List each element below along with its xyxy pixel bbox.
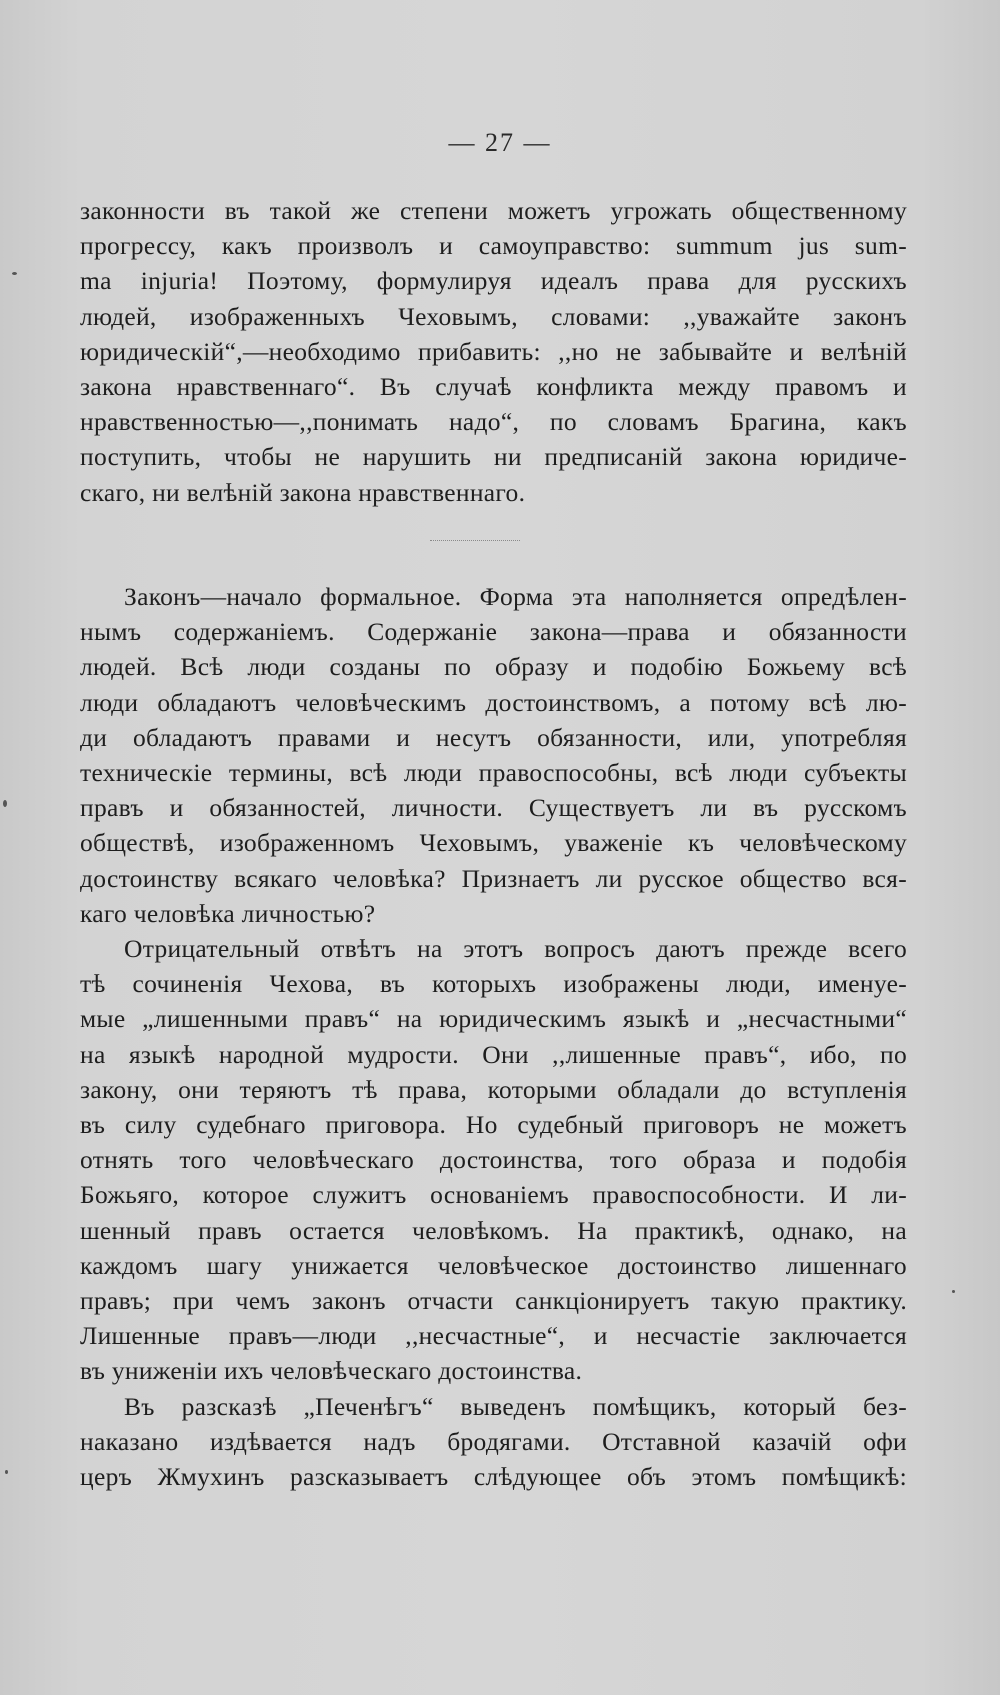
text-line: скаго, ни велѣній закона нравственнаго. xyxy=(80,477,526,507)
text-line: обществѣ, изображенномъ Чеховымъ, уваженіе къ человѣческому xyxy=(80,828,907,858)
text-line: наказано издѣвается надъ бродягами. Отставной казачій офи xyxy=(80,1426,907,1456)
text-line: Законъ—начало формальное. Форма эта наполняется опредѣлен- xyxy=(124,582,907,611)
text-line: поступить, чтобы не нарушить ни предписаній закона юридиче- xyxy=(80,442,907,472)
text-line: Божьяго, которое служитъ основаніемъ правоспособности. И ли- xyxy=(80,1180,907,1210)
scan-speck xyxy=(952,1290,955,1293)
text-line: нравственностью—,,понимать надо“, по словамъ Брагина, какъ xyxy=(80,407,907,437)
scan-speck xyxy=(3,800,7,807)
paragraph-3 xyxy=(80,931,907,1389)
text-line: нымъ содержаніемъ. Содержаніе закона—права и обязанности xyxy=(80,617,907,647)
text-line: въ униженіи ихъ человѣческаго достоинства. xyxy=(80,1356,583,1386)
scan-speck xyxy=(5,1470,8,1474)
text-line: каго человѣка личностью? xyxy=(80,898,376,928)
text-line: тѣ сочиненія Чехова, въ которыхъ изображены люди, именуе- xyxy=(80,969,907,999)
text-line: прогрессу, какъ произволъ и самоуправство: summum jus sum- xyxy=(80,231,907,261)
page-number: — 27 — xyxy=(448,128,552,157)
body-text xyxy=(80,579,907,1494)
text-line: каждомъ шагу унижается человѣческое достоинство лишеннаго xyxy=(80,1250,907,1280)
text-line: отнять того человѣческаго достоинства, того образа и подобія xyxy=(80,1145,907,1175)
text-line: церъ Жмухинъ разсказываетъ слѣдующее объ этомъ помѣщикѣ: xyxy=(80,1462,907,1492)
text-line: достоинству всякаго человѣка? Признаетъ ли русское общество вся- xyxy=(80,863,907,893)
text-line: на языкѣ народной мудрости. Они ,,лишенные правъ“, ибо, по xyxy=(80,1039,907,1069)
scan-speck xyxy=(12,272,17,275)
text-line: людей, изображенныхъ Чеховымъ, словами: ,,уважайте законъ xyxy=(80,301,907,331)
text-line: Лишенные правъ—люди ,,несчастные“, и несчастіе заключается xyxy=(80,1321,907,1351)
text-line: техническіе термины, всѣ люди правоспособны, всѣ люди субъекты xyxy=(80,758,907,788)
text-line: людей. Всѣ люди созданы по образу и подобію Божьему всѣ xyxy=(80,652,907,682)
text-line: правъ; при чемъ законъ отчасти санкціонируетъ такую практику. xyxy=(80,1286,907,1316)
text-line: шенный правъ остается человѣкомъ. На практикѣ, однако, на xyxy=(80,1215,907,1245)
text-line: люди обладаютъ человѣческимъ достоинствомъ, а потому всѣ лю- xyxy=(80,687,907,717)
text-line: ди обладаютъ правами и несутъ обязанности, или, употребляя xyxy=(80,722,907,752)
text-line: законности въ такой же степени можетъ угрожать общественному xyxy=(80,196,907,225)
text-line: юридическій“,—необходимо прибавить: ,,но не забывайте и велѣній xyxy=(80,336,907,366)
text-line: Въ разсказѣ „Печенѣгъ“ выведенъ помѣщикъ, который без- xyxy=(124,1391,907,1421)
text-line: въ силу судебнаго приговора. Но судебный приговоръ не можетъ xyxy=(80,1110,907,1140)
text-line: мые „лишенными правъ“ на юридическимъ языкѣ и „несчастными“ xyxy=(80,1004,907,1034)
paragraph-4 xyxy=(80,1389,907,1495)
text-line: Отрицательный отвѣтъ на этотъ вопросъ даютъ прежде всего xyxy=(124,934,907,964)
text-line: правъ и обязанностей, личности. Существуетъ ли въ русскомъ xyxy=(80,793,907,823)
section-divider xyxy=(430,540,520,541)
text-line: ma injuria! Поэтому, формулируя идеалъ права для русскихъ xyxy=(80,266,907,296)
paragraph-1 xyxy=(80,193,907,510)
text-line: закону, они теряютъ тѣ права, которыми обладали до вступленія xyxy=(80,1074,907,1104)
text-line: закона нравственнаго“. Въ случаѣ конфликта между правомъ и xyxy=(80,372,907,402)
paragraph-2 xyxy=(80,579,907,931)
